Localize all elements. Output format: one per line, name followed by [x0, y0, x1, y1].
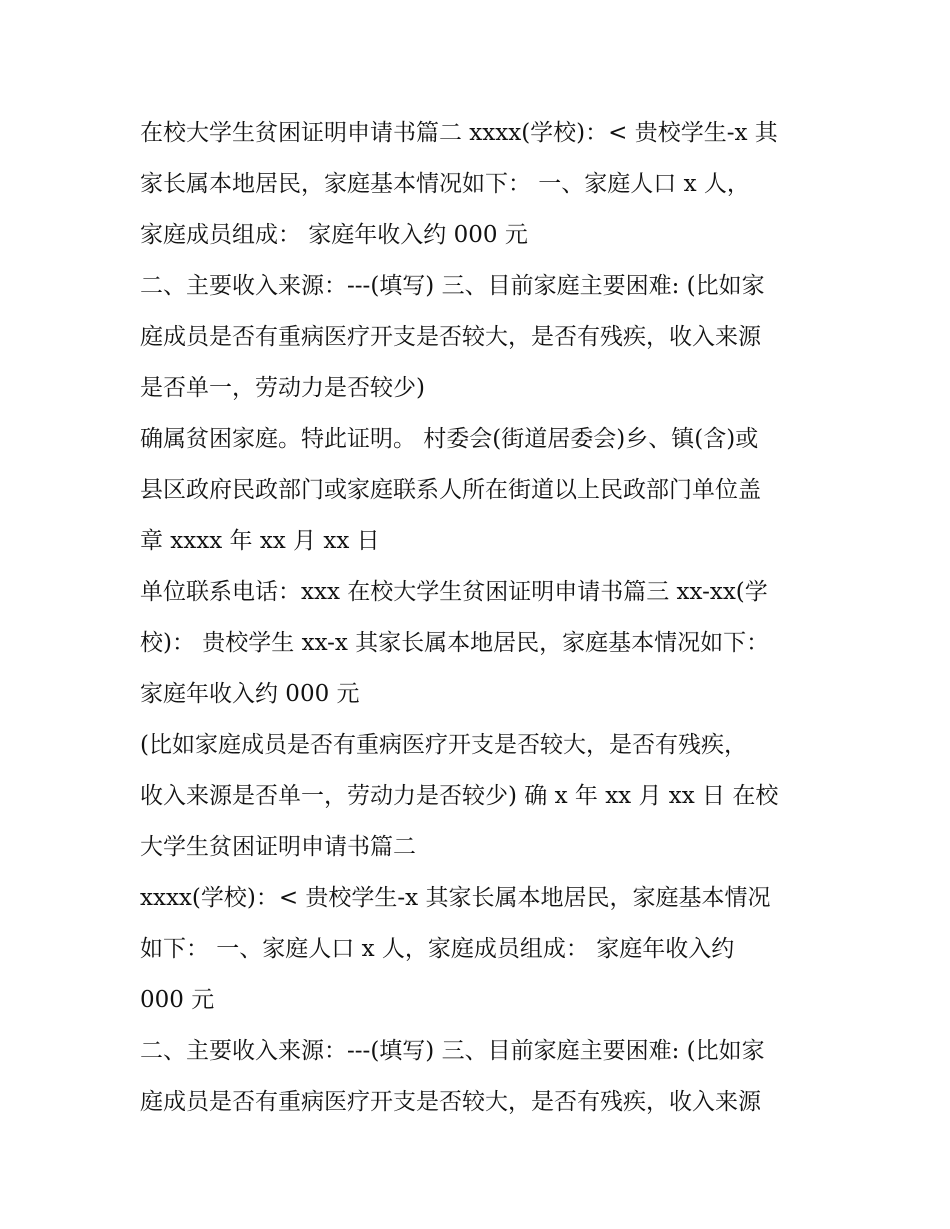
text-line: 家庭成员组成： 家庭年收入约 000 元: [140, 222, 528, 248]
text-line: (比如家庭成员是否有重病医疗开支是否较大，是否有残疾，: [140, 732, 747, 758]
text-line: 在校大学生贫困证明申请书篇二 xxxx(学校)：< 贵校学生-x 其: [140, 120, 778, 146]
text-line: 庭成员是否有重病医疗开支是否较大，是否有残疾，收入来源: [140, 1089, 761, 1115]
text-line: 000 元: [140, 987, 215, 1013]
text-line: 单位联系电话：xxx 在校大学生贫困证明申请书篇三 xx-xx(学: [140, 579, 768, 605]
text-line: 确属贫困家庭。特此证明。 村委会(街道居委会)乡、镇(含)或: [140, 426, 759, 452]
text-line: 收入来源是否单一，劳动力是否较少) 确 x 年 xx 月 xx 日 在校: [140, 783, 779, 809]
document-body: [140, 108, 820, 1128]
text-line: xxxx(学校)：< 贵校学生-x 其家长属本地居民，家庭基本情况: [140, 885, 771, 911]
text-line: 章 xxxx 年 xx 月 xx 日: [140, 528, 380, 554]
text-line: 校)： 贵校学生 xx-x 其家长属本地居民，家庭基本情况如下：: [140, 630, 770, 656]
text-line: 家庭年收入约 000 元: [140, 681, 360, 707]
text-line: 庭成员是否有重病医疗开支是否较大，是否有残疾，收入来源: [140, 324, 761, 350]
text-line: 大学生贫困证明申请书篇二: [140, 834, 416, 860]
text-line: 二、主要收入来源：---(填写) 三、目前家庭主要困难: (比如家: [140, 1038, 765, 1064]
text-line: 县区政府民政部门或家庭联系人所在街道以上民政部门单位盖: [140, 477, 761, 503]
text-line: 是否单一，劳动力是否较少): [140, 375, 425, 401]
text-line: 二、主要收入来源：---(填写) 三、目前家庭主要困难: (比如家: [140, 273, 765, 299]
text-line: 如下： 一、家庭人口 x 人，家庭成员组成： 家庭年收入约: [140, 936, 735, 962]
text-line: 家长属本地居民，家庭基本情况如下： 一、家庭人口 x 人，: [140, 171, 750, 197]
